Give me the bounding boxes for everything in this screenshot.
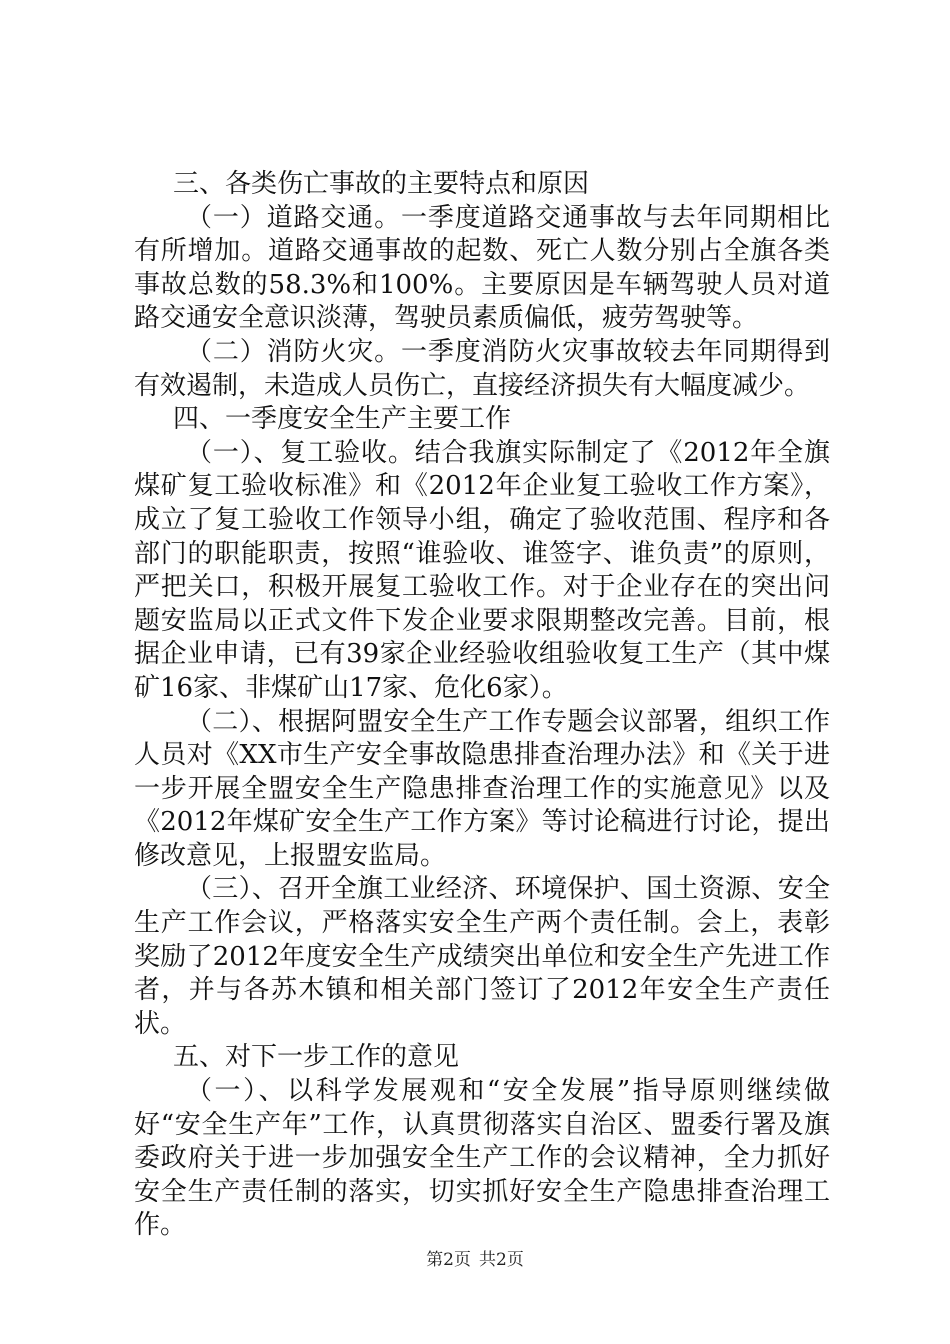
paragraph-resumption-acceptance: （一）、复工验收。结合我旗实际制定了《2012年全旗煤矿复工验收标准》和《2012年企业复工验收工作方案》，成立了复工验收工作领导小组，确定了验收范围、程序和各部门的职能职责，按照“谁验收、谁签字、谁负责”的原则，严把关口，积极开展复工验收工作。对于企业存在的突出问题安监局以正式文件下发企业要求限期整改完善。目前，根据企业申请，已有39家企业经验收组验收复工生产（其中煤矿16家、非煤矿山17家、危化6家）。 <box>134 437 830 703</box>
paragraph-work-conference: （三）、召开全旗工业经济、环境保护、国土资源、安全生产工作会议，严格落实安全生产两个责任制。会上，表彰奖励了2012年度安全生产成绩突出单位和安全生产先进工作者，并与各苏木镇和相关部门签订了2012年安全生产责任状。 <box>134 874 830 1039</box>
paragraph-road-traffic: （一）道路交通。一季度道路交通事故与去年同期相比有所增加。道路交通事故的起数、死亡人数分别占全旗各类事故总数的58.3%和100%。主要原因是车辆驾驶人员对道路交通安全意识淡薄，驾驶员素质偏低，疲劳驾驶等。 <box>134 202 830 334</box>
section-heading-3: 三、各类伤亡事故的主要特点和原因 <box>173 169 590 199</box>
paragraph-next-steps: （一）、以科学发展观和“安全发展”指导原则继续做好“安全生产年”工作，认真贯彻落实自治区、盟委行署及旗委政府关于进一步加强安全生产工作的会议精神，全力抓好安全生产责任制的落实，切实抓好安全生产隐患排查治理工作。 <box>134 1076 830 1241</box>
section-heading-4: 四、一季度安全生产主要工作 <box>173 404 512 435</box>
page-footer <box>0 1250 950 1270</box>
paragraph-fire: （二）消防火灾。一季度消防火灾事故较去年同期得到有效遏制，未造成人员伤亡，直接经济损失有大幅度减少。 <box>134 336 830 401</box>
document-body <box>134 168 830 1243</box>
page-number: 第2页 <box>426 1250 471 1270</box>
page-total: 共2页 <box>479 1250 524 1270</box>
paragraph-meeting-deployment: （二）、根据阿盟安全生产工作专题会议部署，组织工作人员对《XX市生产安全事故隐患排查治理办法》和《关于进一步开展全盟安全生产隐患排查治理工作的实施意见》以及《2012年煤矿安全生产工作方案》等讨论稿进行讨论，提出修改意见，上报盟安监局。 <box>134 706 830 871</box>
section-heading-5: 五、对下一步工作的意见 <box>173 1042 460 1073</box>
